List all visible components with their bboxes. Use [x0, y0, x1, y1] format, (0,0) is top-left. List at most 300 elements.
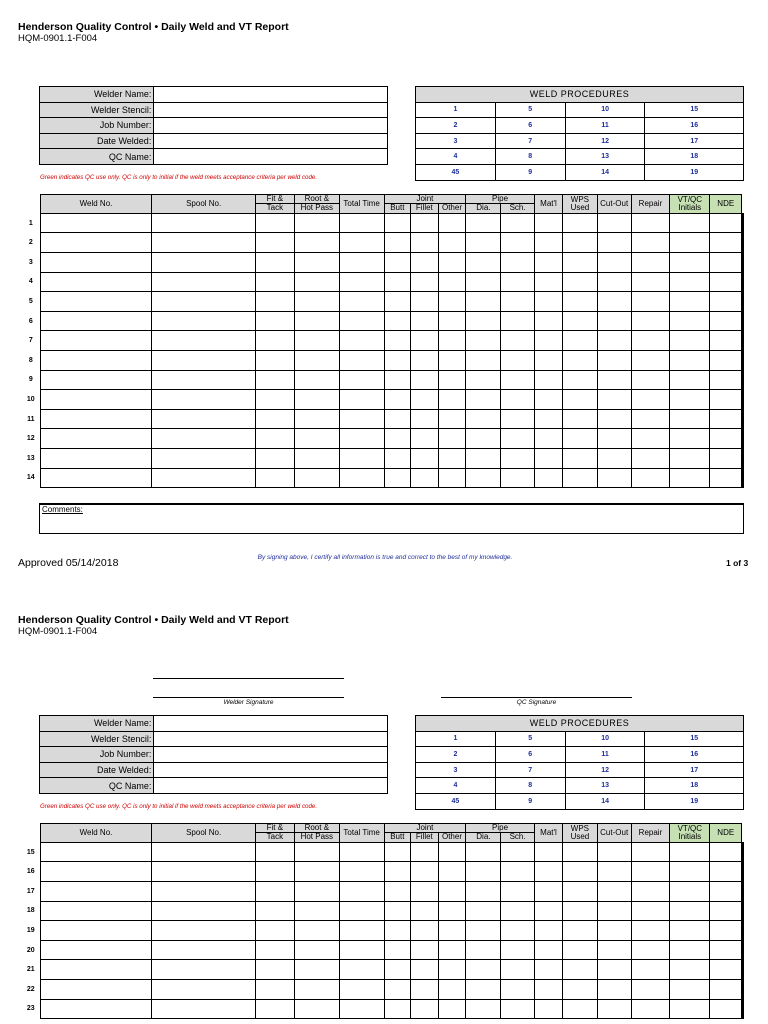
entry-cell[interactable] [597, 213, 631, 233]
entry-cell[interactable] [411, 842, 439, 862]
entry-cell[interactable] [466, 999, 501, 1019]
entry-cell[interactable] [255, 979, 294, 999]
entry-cell[interactable] [597, 409, 631, 429]
entry-cell[interactable] [294, 429, 339, 449]
entry-cell[interactable] [411, 901, 439, 921]
entry-cell[interactable] [501, 901, 534, 921]
entry-cell[interactable] [438, 979, 466, 999]
entry-cell[interactable] [294, 921, 339, 941]
entry-cell[interactable] [466, 940, 501, 960]
entry-cell[interactable] [631, 921, 669, 941]
entry-cell[interactable] [534, 999, 563, 1019]
qc-cell[interactable] [743, 272, 744, 292]
entry-cell[interactable] [501, 233, 534, 253]
entry-cell[interactable] [563, 960, 597, 980]
entry-cell[interactable] [40, 292, 152, 312]
entry-cell[interactable] [710, 370, 742, 390]
entry-cell[interactable] [631, 960, 669, 980]
entry-cell[interactable] [466, 390, 501, 410]
entry-cell[interactable] [339, 331, 384, 351]
entry-cell[interactable] [40, 350, 152, 370]
entry-cell[interactable] [710, 940, 742, 960]
entry-cell[interactable] [534, 213, 563, 233]
entry-cell[interactable] [152, 448, 255, 468]
entry-cell[interactable] [501, 213, 534, 233]
entry-cell[interactable] [563, 921, 597, 941]
entry-cell[interactable] [339, 862, 384, 882]
entry-cell[interactable] [40, 862, 152, 882]
procedure-number[interactable]: 15 [645, 102, 744, 118]
procedure-number[interactable]: 2 [416, 118, 496, 134]
entry-cell[interactable] [384, 921, 411, 941]
procedure-number[interactable]: 7 [495, 762, 565, 778]
info-input-field[interactable] [154, 747, 388, 763]
entry-cell[interactable] [294, 940, 339, 960]
entry-cell[interactable] [255, 999, 294, 1019]
entry-cell[interactable] [294, 468, 339, 488]
entry-cell[interactable] [597, 272, 631, 292]
entry-cell[interactable] [152, 468, 255, 488]
qc-cell[interactable] [743, 448, 744, 468]
entry-cell[interactable] [710, 901, 742, 921]
entry-cell[interactable] [670, 940, 710, 960]
entry-cell[interactable] [384, 979, 411, 999]
entry-cell[interactable] [339, 940, 384, 960]
entry-cell[interactable] [563, 448, 597, 468]
entry-cell[interactable] [501, 331, 534, 351]
info-input-field[interactable] [154, 118, 388, 134]
entry-cell[interactable] [152, 429, 255, 449]
entry-cell[interactable] [152, 999, 255, 1019]
entry-cell[interactable] [152, 233, 255, 253]
entry-cell[interactable] [438, 960, 466, 980]
entry-cell[interactable] [294, 272, 339, 292]
entry-cell[interactable] [255, 921, 294, 941]
entry-cell[interactable] [255, 390, 294, 410]
entry-cell[interactable] [438, 292, 466, 312]
entry-cell[interactable] [501, 311, 534, 331]
entry-cell[interactable] [339, 881, 384, 901]
entry-cell[interactable] [339, 370, 384, 390]
entry-cell[interactable] [255, 901, 294, 921]
procedure-number[interactable]: 10 [565, 731, 645, 747]
procedure-number[interactable]: 12 [565, 133, 645, 149]
entry-cell[interactable] [438, 252, 466, 272]
procedure-number[interactable]: 45 [416, 164, 496, 180]
info-input-field[interactable] [154, 716, 388, 732]
entry-cell[interactable] [631, 292, 669, 312]
entry-cell[interactable] [40, 370, 152, 390]
entry-cell[interactable] [631, 842, 669, 862]
entry-cell[interactable] [255, 272, 294, 292]
entry-cell[interactable] [670, 979, 710, 999]
procedure-number[interactable]: 3 [416, 762, 496, 778]
entry-cell[interactable] [152, 292, 255, 312]
entry-cell[interactable] [339, 999, 384, 1019]
entry-cell[interactable] [631, 999, 669, 1019]
entry-cell[interactable] [466, 292, 501, 312]
qc-cell[interactable] [743, 960, 744, 980]
entry-cell[interactable] [534, 979, 563, 999]
entry-cell[interactable] [438, 842, 466, 862]
entry-cell[interactable] [563, 429, 597, 449]
entry-cell[interactable] [438, 409, 466, 429]
procedure-number[interactable]: 8 [495, 149, 565, 165]
entry-cell[interactable] [563, 370, 597, 390]
entry-cell[interactable] [438, 370, 466, 390]
entry-cell[interactable] [501, 390, 534, 410]
entry-cell[interactable] [152, 960, 255, 980]
entry-cell[interactable] [339, 213, 384, 233]
entry-cell[interactable] [670, 881, 710, 901]
entry-cell[interactable] [501, 429, 534, 449]
entry-cell[interactable] [294, 350, 339, 370]
entry-cell[interactable] [631, 370, 669, 390]
entry-cell[interactable] [152, 331, 255, 351]
procedure-number[interactable]: 5 [495, 102, 565, 118]
entry-cell[interactable] [40, 213, 152, 233]
qc-cell[interactable] [743, 311, 744, 331]
entry-cell[interactable] [255, 370, 294, 390]
entry-cell[interactable] [255, 468, 294, 488]
entry-cell[interactable] [670, 862, 710, 882]
entry-cell[interactable] [411, 370, 439, 390]
entry-cell[interactable] [631, 468, 669, 488]
entry-cell[interactable] [384, 468, 411, 488]
entry-cell[interactable] [534, 311, 563, 331]
entry-cell[interactable] [411, 213, 439, 233]
entry-cell[interactable] [466, 862, 501, 882]
entry-cell[interactable] [534, 921, 563, 941]
entry-cell[interactable] [384, 901, 411, 921]
entry-cell[interactable] [501, 842, 534, 862]
entry-cell[interactable] [501, 881, 534, 901]
entry-cell[interactable] [255, 862, 294, 882]
procedure-number[interactable]: 4 [416, 149, 496, 165]
entry-cell[interactable] [384, 252, 411, 272]
entry-cell[interactable] [631, 331, 669, 351]
procedure-number[interactable]: 10 [565, 102, 645, 118]
entry-cell[interactable] [670, 370, 710, 390]
entry-cell[interactable] [40, 311, 152, 331]
entry-cell[interactable] [255, 429, 294, 449]
entry-cell[interactable] [411, 448, 439, 468]
entry-cell[interactable] [597, 842, 631, 862]
entry-cell[interactable] [255, 842, 294, 862]
entry-cell[interactable] [710, 252, 742, 272]
entry-cell[interactable] [670, 901, 710, 921]
entry-cell[interactable] [597, 331, 631, 351]
entry-cell[interactable] [411, 921, 439, 941]
entry-cell[interactable] [631, 409, 669, 429]
entry-cell[interactable] [384, 429, 411, 449]
entry-cell[interactable] [294, 901, 339, 921]
procedure-number[interactable]: 4 [416, 778, 496, 794]
entry-cell[interactable] [438, 233, 466, 253]
procedure-number[interactable]: 11 [565, 747, 645, 763]
qc-signature-line[interactable] [441, 697, 632, 698]
entry-cell[interactable] [670, 292, 710, 312]
entry-cell[interactable] [631, 213, 669, 233]
qc-cell[interactable] [743, 429, 744, 449]
entry-cell[interactable] [466, 272, 501, 292]
entry-cell[interactable] [466, 429, 501, 449]
entry-cell[interactable] [710, 999, 742, 1019]
entry-cell[interactable] [255, 292, 294, 312]
entry-cell[interactable] [411, 331, 439, 351]
entry-cell[interactable] [631, 862, 669, 882]
entry-cell[interactable] [294, 390, 339, 410]
entry-cell[interactable] [438, 213, 466, 233]
entry-cell[interactable] [384, 331, 411, 351]
entry-cell[interactable] [534, 842, 563, 862]
entry-cell[interactable] [597, 881, 631, 901]
qc-cell[interactable] [743, 213, 744, 233]
entry-cell[interactable] [152, 979, 255, 999]
entry-cell[interactable] [670, 409, 710, 429]
entry-cell[interactable] [40, 233, 152, 253]
entry-cell[interactable] [339, 901, 384, 921]
entry-cell[interactable] [438, 940, 466, 960]
entry-cell[interactable] [563, 862, 597, 882]
qc-cell[interactable] [743, 331, 744, 351]
entry-cell[interactable] [563, 979, 597, 999]
entry-cell[interactable] [384, 390, 411, 410]
entry-cell[interactable] [710, 960, 742, 980]
entry-cell[interactable] [501, 292, 534, 312]
entry-cell[interactable] [597, 311, 631, 331]
entry-cell[interactable] [40, 390, 152, 410]
entry-cell[interactable] [710, 921, 742, 941]
entry-cell[interactable] [339, 390, 384, 410]
entry-cell[interactable] [534, 252, 563, 272]
qc-cell[interactable] [743, 999, 744, 1019]
entry-cell[interactable] [384, 842, 411, 862]
entry-cell[interactable] [152, 213, 255, 233]
entry-cell[interactable] [384, 940, 411, 960]
procedure-number[interactable]: 13 [565, 778, 645, 794]
entry-cell[interactable] [294, 292, 339, 312]
entry-cell[interactable] [466, 252, 501, 272]
entry-cell[interactable] [466, 350, 501, 370]
procedure-number[interactable]: 19 [645, 164, 744, 180]
entry-cell[interactable] [466, 960, 501, 980]
entry-cell[interactable] [534, 272, 563, 292]
entry-cell[interactable] [670, 429, 710, 449]
entry-cell[interactable] [597, 292, 631, 312]
entry-cell[interactable] [534, 448, 563, 468]
entry-cell[interactable] [40, 999, 152, 1019]
entry-cell[interactable] [255, 311, 294, 331]
entry-cell[interactable] [710, 448, 742, 468]
entry-cell[interactable] [466, 468, 501, 488]
procedure-number[interactable]: 15 [645, 731, 744, 747]
entry-cell[interactable] [438, 350, 466, 370]
entry-cell[interactable] [563, 409, 597, 429]
entry-cell[interactable] [563, 252, 597, 272]
entry-cell[interactable] [534, 233, 563, 253]
entry-cell[interactable] [438, 448, 466, 468]
procedure-number[interactable]: 5 [495, 731, 565, 747]
entry-cell[interactable] [563, 999, 597, 1019]
entry-cell[interactable] [631, 881, 669, 901]
entry-cell[interactable] [466, 370, 501, 390]
entry-cell[interactable] [710, 292, 742, 312]
procedure-number[interactable]: 1 [416, 102, 496, 118]
entry-cell[interactable] [466, 213, 501, 233]
entry-cell[interactable] [384, 233, 411, 253]
entry-cell[interactable] [40, 960, 152, 980]
entry-cell[interactable] [384, 862, 411, 882]
entry-cell[interactable] [534, 901, 563, 921]
entry-cell[interactable] [710, 390, 742, 410]
entry-cell[interactable] [411, 292, 439, 312]
entry-cell[interactable] [597, 921, 631, 941]
entry-cell[interactable] [710, 881, 742, 901]
entry-cell[interactable] [597, 979, 631, 999]
entry-cell[interactable] [294, 370, 339, 390]
entry-cell[interactable] [255, 448, 294, 468]
entry-cell[interactable] [255, 960, 294, 980]
procedure-number[interactable]: 9 [495, 164, 565, 180]
procedure-number[interactable]: 18 [645, 149, 744, 165]
entry-cell[interactable] [255, 331, 294, 351]
entry-cell[interactable] [710, 331, 742, 351]
entry-cell[interactable] [411, 940, 439, 960]
entry-cell[interactable] [294, 409, 339, 429]
entry-cell[interactable] [411, 272, 439, 292]
entry-cell[interactable] [631, 252, 669, 272]
entry-cell[interactable] [40, 940, 152, 960]
entry-cell[interactable] [631, 390, 669, 410]
entry-cell[interactable] [40, 448, 152, 468]
entry-cell[interactable] [152, 370, 255, 390]
entry-cell[interactable] [411, 409, 439, 429]
entry-cell[interactable] [670, 960, 710, 980]
entry-cell[interactable] [40, 979, 152, 999]
entry-cell[interactable] [384, 960, 411, 980]
entry-cell[interactable] [384, 370, 411, 390]
entry-cell[interactable] [40, 409, 152, 429]
comments-box[interactable] [39, 503, 744, 534]
entry-cell[interactable] [710, 311, 742, 331]
entry-cell[interactable] [597, 350, 631, 370]
entry-cell[interactable] [438, 468, 466, 488]
entry-cell[interactable] [294, 252, 339, 272]
entry-cell[interactable] [534, 429, 563, 449]
entry-cell[interactable] [563, 350, 597, 370]
qc-cell[interactable] [743, 390, 744, 410]
entry-cell[interactable] [255, 213, 294, 233]
entry-cell[interactable] [563, 311, 597, 331]
entry-cell[interactable] [339, 448, 384, 468]
entry-cell[interactable] [294, 999, 339, 1019]
entry-cell[interactable] [384, 213, 411, 233]
entry-cell[interactable] [152, 940, 255, 960]
procedure-number[interactable]: 14 [565, 164, 645, 180]
info-input-field[interactable] [154, 102, 388, 118]
qc-cell[interactable] [743, 921, 744, 941]
entry-cell[interactable] [294, 233, 339, 253]
entry-cell[interactable] [411, 979, 439, 999]
entry-cell[interactable] [501, 350, 534, 370]
entry-cell[interactable] [710, 233, 742, 253]
entry-cell[interactable] [563, 940, 597, 960]
entry-cell[interactable] [339, 921, 384, 941]
entry-cell[interactable] [152, 862, 255, 882]
entry-cell[interactable] [466, 979, 501, 999]
entry-cell[interactable] [294, 881, 339, 901]
entry-cell[interactable] [152, 901, 255, 921]
qc-cell[interactable] [743, 292, 744, 312]
entry-cell[interactable] [534, 881, 563, 901]
entry-cell[interactable] [411, 233, 439, 253]
entry-cell[interactable] [152, 409, 255, 429]
entry-cell[interactable] [534, 370, 563, 390]
entry-cell[interactable] [670, 921, 710, 941]
entry-cell[interactable] [501, 862, 534, 882]
qc-cell[interactable] [743, 881, 744, 901]
procedure-number[interactable]: 6 [495, 118, 565, 134]
entry-cell[interactable] [438, 881, 466, 901]
procedure-number[interactable]: 16 [645, 118, 744, 134]
entry-cell[interactable] [411, 429, 439, 449]
entry-cell[interactable] [466, 233, 501, 253]
entry-cell[interactable] [534, 292, 563, 312]
info-input-field[interactable] [154, 133, 388, 149]
procedure-number[interactable]: 3 [416, 133, 496, 149]
entry-cell[interactable] [384, 311, 411, 331]
procedure-number[interactable]: 16 [645, 747, 744, 763]
entry-cell[interactable] [411, 252, 439, 272]
entry-cell[interactable] [466, 842, 501, 862]
entry-cell[interactable] [40, 272, 152, 292]
procedure-number[interactable]: 2 [416, 747, 496, 763]
entry-cell[interactable] [597, 233, 631, 253]
entry-cell[interactable] [255, 350, 294, 370]
entry-cell[interactable] [294, 213, 339, 233]
entry-cell[interactable] [384, 999, 411, 1019]
entry-cell[interactable] [466, 409, 501, 429]
qc-cell[interactable] [743, 233, 744, 253]
entry-cell[interactable] [466, 311, 501, 331]
entry-cell[interactable] [339, 350, 384, 370]
entry-cell[interactable] [152, 272, 255, 292]
entry-cell[interactable] [563, 901, 597, 921]
entry-cell[interactable] [670, 448, 710, 468]
entry-cell[interactable] [438, 272, 466, 292]
entry-cell[interactable] [710, 213, 742, 233]
entry-cell[interactable] [384, 272, 411, 292]
entry-cell[interactable] [339, 960, 384, 980]
entry-cell[interactable] [384, 350, 411, 370]
procedure-number[interactable]: 14 [565, 793, 645, 809]
entry-cell[interactable] [40, 881, 152, 901]
entry-cell[interactable] [597, 999, 631, 1019]
entry-cell[interactable] [411, 862, 439, 882]
entry-cell[interactable] [411, 881, 439, 901]
entry-cell[interactable] [534, 409, 563, 429]
entry-cell[interactable] [152, 921, 255, 941]
entry-cell[interactable] [534, 331, 563, 351]
info-input-field[interactable] [154, 87, 388, 103]
entry-cell[interactable] [438, 311, 466, 331]
procedure-number[interactable]: 11 [565, 118, 645, 134]
entry-cell[interactable] [384, 881, 411, 901]
entry-cell[interactable] [670, 468, 710, 488]
entry-cell[interactable] [563, 881, 597, 901]
entry-cell[interactable] [384, 448, 411, 468]
